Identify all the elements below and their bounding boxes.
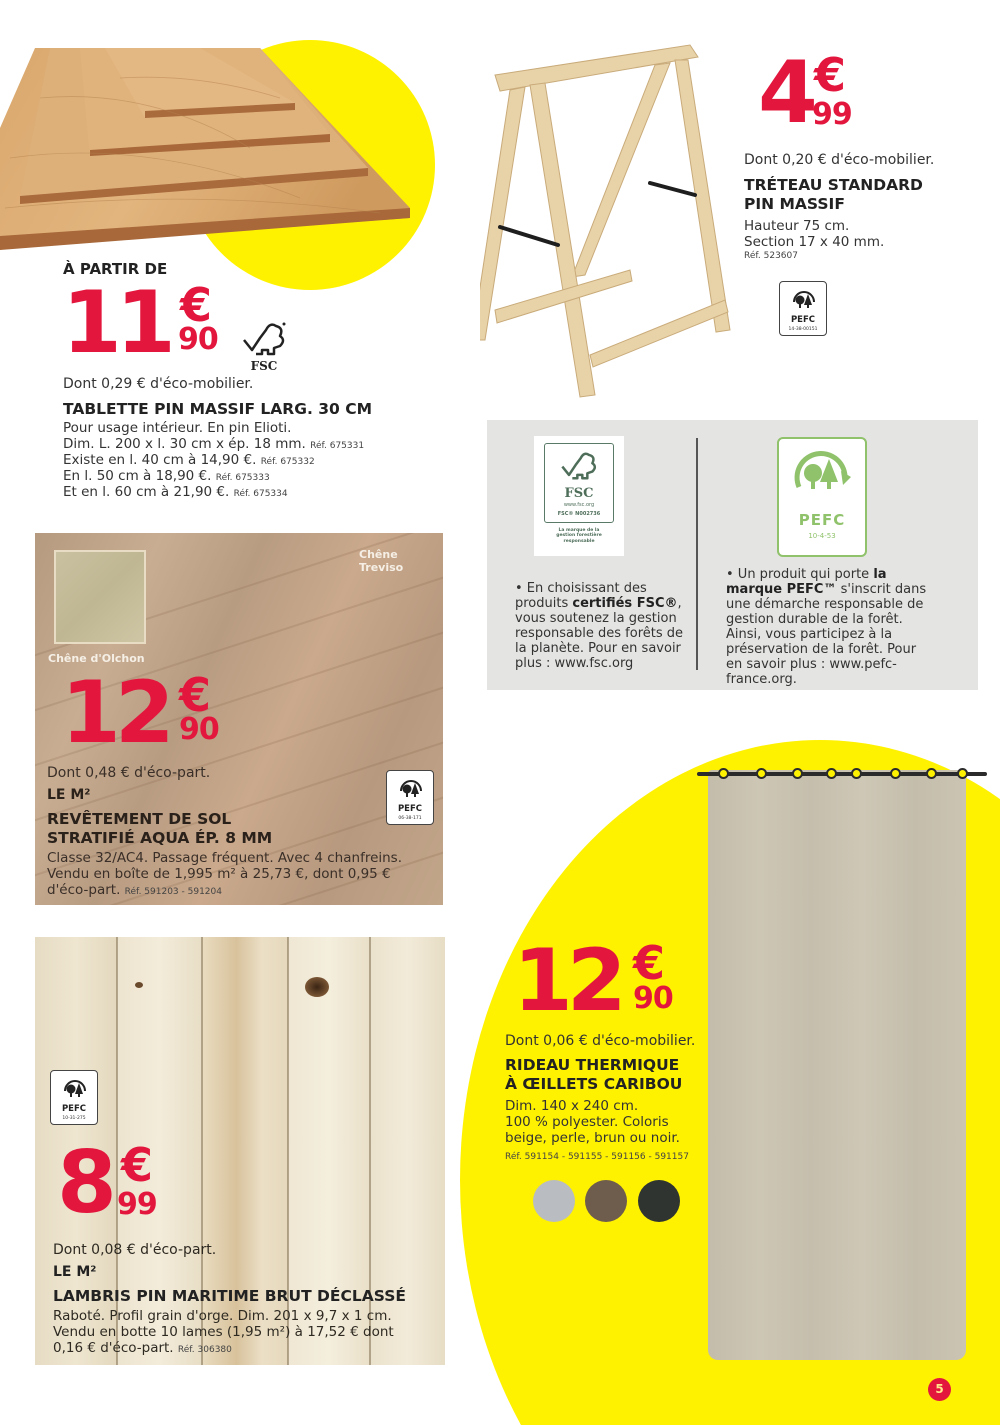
price-integer: 12 <box>513 931 621 1031</box>
grommet <box>756 768 767 779</box>
price-treteau <box>758 43 878 143</box>
price-cents: 90 <box>178 322 218 357</box>
price-cents: 99 <box>812 97 852 132</box>
eco-contribution: Dont 0,20 € d'éco-mobilier. <box>744 152 935 168</box>
svg-text:FSC: FSC <box>250 359 278 373</box>
fsc-tree-icon <box>559 448 599 486</box>
color-swatch-brun[interactable] <box>585 1180 627 1222</box>
reference: Réf. 306380 <box>177 1344 232 1355</box>
pefc-trees-icon <box>397 777 425 803</box>
price-tablette <box>62 273 242 373</box>
reference: Réf. 675332 <box>260 456 315 467</box>
unit-label: LE M² <box>53 1264 97 1280</box>
product-description: Classe 32/AC4. Passage fréquent. Avec 4 chanfreins. Vendu en boîte de 1,995 m² à 25,73 €, dont 0,95 € d'éco-part. Réf. 591203 - 591204 <box>47 850 403 898</box>
product-description: Dim. 140 x 240 cm. 100 % polyester. Coloris beige, perle, brun ou noir. <box>505 1098 680 1146</box>
price-cents: 99 <box>117 1187 157 1222</box>
pefc-badge: PEFC 06-38-171 <box>386 770 434 825</box>
grommet <box>851 768 862 779</box>
eco-contribution: Dont 0,29 € d'éco-mobilier. <box>63 376 254 392</box>
reference: Réf. 675333 <box>215 472 270 483</box>
reference: Réf. 523607 <box>744 251 798 261</box>
reference: Réf. 675334 <box>233 488 288 499</box>
euro-symbol: € <box>180 278 213 332</box>
price-prefix: À PARTIR DE <box>63 260 168 278</box>
product-title: RIDEAU THERMIQUE À ŒILLETS CARIBOU <box>505 1056 683 1093</box>
price-integer: 4 <box>758 43 812 143</box>
pefc-logo: PEFC 10-4-53 <box>777 437 867 557</box>
pefc-badge: PEFC 14-38-00151 <box>779 281 827 336</box>
euro-symbol: € <box>179 668 212 722</box>
price-revetement <box>61 663 241 763</box>
product-title: TABLETTE PIN MASSIF LARG. 30 CM <box>63 400 373 418</box>
pefc-trees-icon <box>790 288 818 314</box>
price-integer: 11 <box>62 273 170 373</box>
price-cents: 90 <box>179 712 219 747</box>
product-title: TRÉTEAU STANDARD PIN MASSIF <box>744 176 923 213</box>
price-integer: 12 <box>61 663 169 763</box>
eco-contribution: Dont 0,06 € d'éco-mobilier. <box>505 1033 696 1049</box>
grommet <box>926 768 937 779</box>
swatch-label: Chêne d'Olchon <box>48 652 145 665</box>
grommet <box>826 768 837 779</box>
product-description: Hauteur 75 cm. Section 17 x 40 mm. <box>744 218 885 250</box>
unit-label: LE M² <box>47 787 91 803</box>
pefc-trees-icon <box>791 449 853 505</box>
wood-planks-image <box>0 38 420 253</box>
grommet <box>890 768 901 779</box>
reference: Réf. 675331 <box>310 440 365 451</box>
floor-swatch-olchon <box>54 550 146 644</box>
curtain-image <box>708 770 966 1360</box>
curtain-rod <box>697 772 987 776</box>
euro-symbol: € <box>814 48 847 102</box>
product-title: REVÊTEMENT DE SOL STRATIFIÉ AQUA ÉP. 8 MM <box>47 810 273 847</box>
pefc-badge: PEFC 10-31-275 <box>50 1070 98 1125</box>
reference: Réf. 591154 - 591155 - 591156 - 591157 <box>505 1152 689 1162</box>
price-lambris <box>57 1133 197 1233</box>
fsc-info-text: • En choisissant des produits certifiés FSC®, vous soutenez la gestion responsable des forêts de la planète. Pour en savoir plus : www.fsc.org <box>515 581 684 671</box>
grommet <box>718 768 729 779</box>
wood-knot <box>135 982 143 988</box>
pefc-info-text: • Un produit qui porte la marque PEFC™ s'inscrit dans une démarche responsable de gestion durable de la forêt. Ainsi, vous participez à la préservation de la forêt. Pour en savoir plus : www.pefc-france.org. <box>726 567 927 687</box>
fsc-tree-icon <box>240 318 288 373</box>
price-integer: 8 <box>57 1133 111 1233</box>
pefc-trees-icon <box>61 1077 89 1103</box>
product-title: LAMBRIS PIN MARITIME BRUT DÉCLASSÉ <box>53 1287 406 1305</box>
price-cents: 90 <box>633 981 673 1016</box>
reference: Réf. 591203 - 591204 <box>124 886 222 897</box>
grommet <box>792 768 803 779</box>
trestle-image <box>480 35 740 400</box>
wood-knot <box>305 977 329 997</box>
color-swatch-perle[interactable] <box>533 1180 575 1222</box>
eco-contribution: Dont 0,48 € d'éco-part. <box>47 765 211 781</box>
product-description: Pour usage intérieur. En pin Elioti. Dim. L. 200 x l. 30 cm x ép. 18 mm. Réf. 675331 Existe en l. 40 cm à 14,90 €. Réf. 675332 En l. 50 cm à 18,90 €. Réf. 675333 Et en l. 60 cm à 21,90 €. Réf. 675334 <box>63 420 365 500</box>
fsc-logo: FSC www.fsc.org FSC® N002736 La marque de la gestion forestière responsable <box>534 436 624 556</box>
divider <box>696 438 698 670</box>
color-swatch-noir[interactable] <box>638 1180 680 1222</box>
laminate-floor-panel <box>35 533 443 905</box>
euro-symbol: € <box>121 1138 154 1192</box>
eco-contribution: Dont 0,08 € d'éco-part. <box>53 1242 217 1258</box>
euro-symbol: € <box>633 936 666 990</box>
grommet <box>957 768 968 779</box>
page-number: 5 <box>928 1378 951 1401</box>
swatch-label: Chêne Treviso <box>359 548 404 574</box>
price-rideau <box>513 931 693 1031</box>
pine-panelling-panel <box>35 937 445 1365</box>
product-description: Raboté. Profil grain d'orge. Dim. 201 x 9,7 x 1 cm. Vendu en botte 10 lames (1,95 m²) à 17,52 € dont 0,16 € d'éco-part. Réf. 306380 <box>53 1308 394 1356</box>
